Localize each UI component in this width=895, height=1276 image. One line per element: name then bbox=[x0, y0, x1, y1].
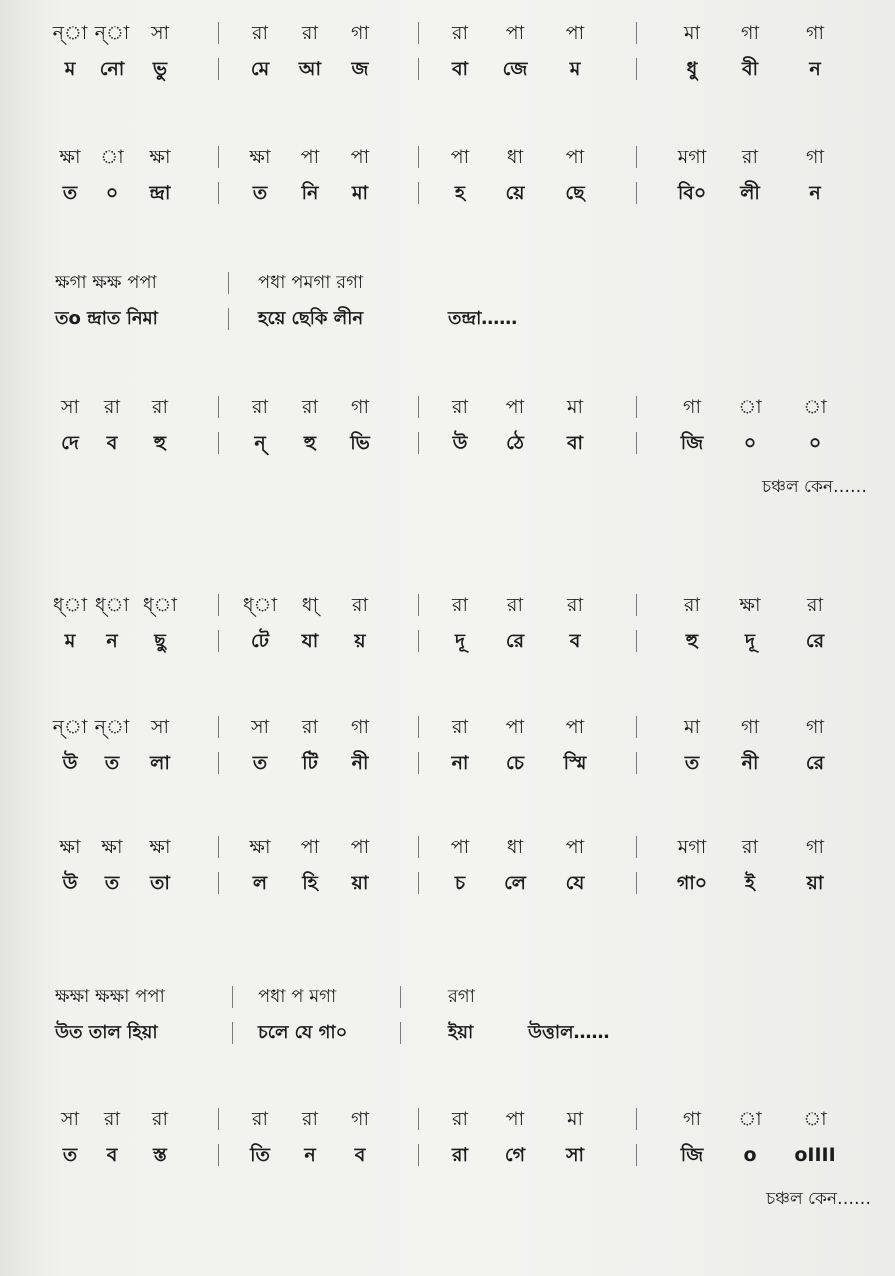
lyric-cell: রা bbox=[452, 1144, 468, 1166]
note-cell: মা bbox=[566, 396, 584, 418]
lyric-cell: জি bbox=[680, 432, 704, 454]
note-cell: ন্া bbox=[52, 22, 88, 44]
lyric-cell: ব bbox=[106, 432, 118, 454]
lyric-cell: ভু bbox=[152, 58, 168, 80]
lyric-cell: রে bbox=[805, 752, 825, 774]
lyric-cell: তা bbox=[150, 872, 170, 894]
bar-line bbox=[218, 752, 219, 774]
lyric-cell: য় bbox=[354, 630, 366, 652]
lyric-cell: লী bbox=[740, 182, 760, 204]
note-cell: পা bbox=[505, 396, 525, 418]
note-cell: া bbox=[803, 396, 827, 418]
note-cell: ধ্া bbox=[53, 594, 87, 616]
lyric-cell: ন bbox=[304, 1144, 316, 1166]
bar-line bbox=[636, 22, 637, 44]
bar-line bbox=[418, 58, 419, 80]
lyric-cell: ছে bbox=[565, 182, 585, 204]
note-cell: রা bbox=[252, 1108, 268, 1130]
phrase-lyrics: চলে যে গা০ bbox=[258, 1022, 348, 1043]
lyric-cell: মে bbox=[250, 58, 270, 80]
bar-line bbox=[636, 1144, 637, 1166]
note-cell: রা bbox=[567, 594, 583, 616]
note-cell: া bbox=[100, 146, 124, 168]
lyric-cell: ধু bbox=[686, 58, 698, 80]
lyric-cell: ভি bbox=[350, 432, 370, 454]
note-cell: গা bbox=[351, 1108, 369, 1130]
bar-line bbox=[218, 22, 219, 44]
bar-line bbox=[418, 22, 419, 44]
bar-line bbox=[218, 146, 219, 168]
note-line bbox=[0, 712, 895, 746]
phrase-note-line bbox=[0, 982, 895, 1016]
note-cell: সা bbox=[250, 716, 270, 738]
bar-line bbox=[400, 1022, 401, 1044]
lyric-cell: ন bbox=[106, 630, 118, 652]
note-cell: গা bbox=[806, 836, 824, 858]
lyric-cell: না bbox=[451, 752, 469, 774]
bar-line bbox=[636, 146, 637, 168]
bar-line bbox=[418, 146, 419, 168]
lyric-cell: ০ bbox=[808, 432, 822, 454]
note-cell: সা bbox=[60, 396, 80, 418]
phrase-notes: পধা পমগা রগা bbox=[258, 272, 364, 293]
note-cell: পা bbox=[350, 836, 370, 858]
lyric-cell: নি bbox=[301, 182, 319, 204]
note-cell: রা bbox=[684, 594, 700, 616]
note-cell: রা bbox=[104, 1108, 120, 1130]
note-line bbox=[0, 18, 895, 52]
note-cell: রা bbox=[452, 594, 468, 616]
note-cell: পা bbox=[565, 716, 585, 738]
lyric-cell: ব bbox=[106, 1144, 118, 1166]
lyric-cell: ম bbox=[64, 630, 76, 652]
note-cell: রা bbox=[252, 396, 268, 418]
lyric-cell: ০ bbox=[743, 432, 757, 454]
bar-line bbox=[636, 58, 637, 80]
bar-line bbox=[218, 1144, 219, 1166]
note-line bbox=[0, 1104, 895, 1138]
bar-line bbox=[418, 872, 419, 894]
refrain-text: চঞ্চল কেন…… bbox=[761, 477, 867, 497]
lyric-cell: টি bbox=[302, 752, 318, 774]
note-cell: ক্ষা bbox=[249, 836, 271, 858]
note-cell: রা bbox=[152, 1108, 168, 1130]
note-cell: গা bbox=[741, 716, 759, 738]
note-cell: ক্ষা bbox=[101, 836, 123, 858]
phrase-lyrics: ইয়া bbox=[448, 1022, 474, 1043]
note-cell: ক্ষা bbox=[59, 836, 81, 858]
lyric-cell: য়া bbox=[351, 872, 369, 894]
bar-line bbox=[400, 986, 401, 1008]
lyric-cell: বা bbox=[451, 58, 469, 80]
note-cell: রা bbox=[742, 146, 758, 168]
bar-line bbox=[418, 1108, 419, 1130]
note-cell: পা bbox=[300, 836, 320, 858]
note-cell: া bbox=[738, 1108, 762, 1130]
lyric-cell: নী bbox=[741, 752, 759, 774]
lyric-cell: ম bbox=[64, 58, 76, 80]
lyric-cell: ব bbox=[569, 630, 581, 652]
note-cell: রা bbox=[507, 594, 523, 616]
bar-line bbox=[218, 1108, 219, 1130]
bar-line bbox=[636, 752, 637, 774]
lyric-cell: মা bbox=[351, 182, 369, 204]
lyric-line bbox=[0, 178, 895, 212]
phrase-lyrics: উত্তাল…… bbox=[528, 1022, 610, 1043]
lyric-cell: ত bbox=[62, 182, 78, 204]
lyric-cell: বা bbox=[566, 432, 584, 454]
note-cell: গা bbox=[683, 1108, 701, 1130]
lyric-cell: লা bbox=[150, 752, 170, 774]
bar-line bbox=[636, 716, 637, 738]
note-cell: মা bbox=[566, 1108, 584, 1130]
bar-line bbox=[636, 630, 637, 652]
note-cell: রা bbox=[302, 716, 318, 738]
note-cell: গা bbox=[806, 22, 824, 44]
note-cell: রা bbox=[302, 1108, 318, 1130]
note-cell: রা bbox=[252, 22, 268, 44]
lyric-cell: রে bbox=[505, 630, 525, 652]
lyric-cell: রে bbox=[805, 630, 825, 652]
phrase-lyric-line bbox=[0, 304, 895, 338]
note-cell: পা bbox=[505, 22, 525, 44]
note-cell: ধা bbox=[506, 146, 524, 168]
lyric-cell: টে bbox=[250, 630, 270, 652]
phrase-lyrics: তন্দ্রা…… bbox=[448, 308, 518, 329]
note-line bbox=[0, 142, 895, 176]
note-cell: রা bbox=[302, 22, 318, 44]
note-cell: রা bbox=[807, 594, 823, 616]
lyric-cell: ত bbox=[104, 752, 120, 774]
lyric-line bbox=[0, 428, 895, 462]
lyric-cell: জি bbox=[680, 1144, 704, 1166]
lyric-cell: হি bbox=[302, 872, 318, 894]
bar-line bbox=[218, 182, 219, 204]
note-cell: ন্া bbox=[94, 716, 130, 738]
lyric-cell: গে bbox=[504, 1144, 526, 1166]
lyric-cell: ন্দ্রা bbox=[149, 182, 171, 204]
note-line bbox=[0, 590, 895, 624]
note-cell: ধ্া bbox=[143, 594, 177, 616]
bar-line bbox=[418, 1144, 419, 1166]
bar-line bbox=[418, 396, 419, 418]
bar-line bbox=[418, 752, 419, 774]
note-cell: ধা্ bbox=[301, 594, 319, 616]
note-cell: ক্ষা bbox=[739, 594, 761, 616]
bar-line bbox=[218, 432, 219, 454]
note-cell: মা bbox=[683, 716, 701, 738]
note-cell: পা bbox=[300, 146, 320, 168]
phrase-lyrics: তo ন্দ্রাত নিমা bbox=[55, 308, 158, 329]
bar-line bbox=[418, 432, 419, 454]
lyric-cell: জে bbox=[502, 58, 528, 80]
note-cell: ন্া bbox=[94, 22, 130, 44]
lyric-cell: দে bbox=[61, 432, 79, 454]
lyric-cell: oIIII bbox=[794, 1144, 836, 1166]
bar-line bbox=[218, 396, 219, 418]
lyric-cell: ত bbox=[252, 182, 268, 204]
bar-line bbox=[218, 58, 219, 80]
lyric-cell: ০ bbox=[105, 182, 119, 204]
note-cell: রা bbox=[452, 1108, 468, 1130]
lyric-cell: স্ত bbox=[153, 1144, 167, 1166]
note-cell: গা bbox=[806, 716, 824, 738]
lyric-cell: স্মি bbox=[563, 752, 587, 774]
phrase-notes: ক্ষক্ষা ক্ষক্ষা পপা bbox=[55, 986, 165, 1007]
bar-line bbox=[418, 716, 419, 738]
bar-line bbox=[418, 594, 419, 616]
lyric-cell: চ bbox=[454, 872, 466, 894]
bar-line bbox=[218, 716, 219, 738]
note-cell: মগা bbox=[677, 836, 707, 858]
phrase-lyrics: উত তাল হিয়া bbox=[55, 1022, 158, 1043]
lyric-line bbox=[0, 626, 895, 660]
bar-line bbox=[636, 1108, 637, 1130]
lyric-cell: ত bbox=[684, 752, 700, 774]
note-cell: পা bbox=[450, 836, 470, 858]
note-cell: মগা bbox=[677, 146, 707, 168]
phrase-notes: ক্ষগা ক্ষক্ষ পপা bbox=[55, 272, 157, 293]
note-cell: ধ্া bbox=[243, 594, 277, 616]
note-cell: ক্ষা bbox=[149, 836, 171, 858]
note-line bbox=[0, 832, 895, 866]
lyric-cell: উ bbox=[62, 872, 78, 894]
lyric-line bbox=[0, 1140, 895, 1174]
note-cell: ক্ষা bbox=[59, 146, 81, 168]
lyric-cell: ল bbox=[252, 872, 268, 894]
lyric-cell: ঠে bbox=[506, 432, 524, 454]
bar-line bbox=[218, 836, 219, 858]
lyric-line bbox=[0, 54, 895, 88]
note-cell: রা bbox=[302, 396, 318, 418]
lyric-cell: দূ bbox=[455, 630, 465, 652]
bar-line bbox=[636, 836, 637, 858]
note-cell: রা bbox=[104, 396, 120, 418]
refrain-text: চঞ্চল কেন…… bbox=[765, 1189, 871, 1209]
note-cell: া bbox=[803, 1108, 827, 1130]
phrase-lyrics: হয়ে ছেকি লীন bbox=[258, 308, 364, 329]
lyric-cell: ত bbox=[104, 872, 120, 894]
note-cell: সা bbox=[150, 22, 170, 44]
lyric-cell: হু bbox=[685, 630, 699, 652]
bar-line bbox=[228, 308, 229, 330]
phrase-notes: রগা bbox=[448, 986, 475, 1007]
lyric-cell: হু bbox=[303, 432, 317, 454]
bar-line bbox=[418, 630, 419, 652]
bar-line bbox=[232, 1022, 233, 1044]
lyric-cell: ই bbox=[745, 872, 755, 894]
note-cell: রা bbox=[452, 22, 468, 44]
note-cell: রা bbox=[152, 396, 168, 418]
lyric-cell: তি bbox=[250, 1144, 270, 1166]
note-cell: গা bbox=[351, 22, 369, 44]
note-line bbox=[0, 392, 895, 426]
note-cell: া bbox=[738, 396, 762, 418]
note-cell: পা bbox=[505, 716, 525, 738]
note-cell: গা bbox=[351, 396, 369, 418]
lyric-cell: হু bbox=[153, 432, 167, 454]
lyric-cell: নো bbox=[99, 58, 125, 80]
bar-line bbox=[418, 182, 419, 204]
bar-line bbox=[218, 630, 219, 652]
bar-line bbox=[228, 272, 229, 294]
lyric-cell: বি০ bbox=[677, 182, 707, 204]
lyric-cell: ন bbox=[809, 58, 821, 80]
note-cell: পা bbox=[565, 22, 585, 44]
lyric-cell: য়া bbox=[806, 872, 824, 894]
lyric-cell: উ bbox=[62, 752, 78, 774]
note-cell: পা bbox=[450, 146, 470, 168]
note-cell: ধ্া bbox=[95, 594, 129, 616]
bar-line bbox=[218, 594, 219, 616]
lyric-cell: ত bbox=[252, 752, 268, 774]
lyric-cell: যে bbox=[565, 872, 585, 894]
lyric-cell: হ bbox=[455, 182, 465, 204]
note-cell: ধা bbox=[506, 836, 524, 858]
lyric-cell: দূ bbox=[745, 630, 755, 652]
bar-line bbox=[636, 594, 637, 616]
lyric-line bbox=[0, 748, 895, 782]
note-cell: মা bbox=[683, 22, 701, 44]
note-cell: রা bbox=[742, 836, 758, 858]
note-cell: সা bbox=[150, 716, 170, 738]
bar-line bbox=[636, 396, 637, 418]
note-cell: রা bbox=[452, 716, 468, 738]
note-cell: গা bbox=[806, 146, 824, 168]
note-cell: গা bbox=[683, 396, 701, 418]
lyric-cell: যা bbox=[301, 630, 319, 652]
note-cell: রা bbox=[352, 594, 368, 616]
phrase-notes: পধা প মগা bbox=[258, 986, 337, 1007]
note-cell: সা bbox=[60, 1108, 80, 1130]
lyric-cell: o bbox=[743, 1144, 757, 1166]
lyric-cell: আ bbox=[298, 58, 322, 80]
note-cell: গা bbox=[351, 716, 369, 738]
lyric-cell: য়ে bbox=[505, 182, 525, 204]
lyric-cell: উ bbox=[452, 432, 468, 454]
phrase-lyric-line bbox=[0, 1018, 895, 1052]
lyric-cell: লে bbox=[504, 872, 526, 894]
note-cell: পা bbox=[565, 836, 585, 858]
bar-line bbox=[636, 182, 637, 204]
lyric-cell: বী bbox=[741, 58, 759, 80]
note-cell: রা bbox=[452, 396, 468, 418]
lyric-cell: সা bbox=[565, 1144, 585, 1166]
phrase-note-line bbox=[0, 268, 895, 302]
note-cell: পা bbox=[350, 146, 370, 168]
lyric-cell: জ bbox=[351, 58, 369, 80]
lyric-cell: নী bbox=[351, 752, 369, 774]
note-cell: ন্া bbox=[52, 716, 88, 738]
note-cell: পা bbox=[565, 146, 585, 168]
lyric-cell: গা০ bbox=[676, 872, 708, 894]
lyric-cell: ছু bbox=[154, 630, 166, 652]
bar-line bbox=[418, 836, 419, 858]
bar-line bbox=[232, 986, 233, 1008]
lyric-line bbox=[0, 868, 895, 902]
lyric-cell: ম bbox=[569, 58, 581, 80]
bar-line bbox=[218, 872, 219, 894]
note-cell: পা bbox=[505, 1108, 525, 1130]
lyric-cell: ব bbox=[354, 1144, 366, 1166]
lyric-cell: ন bbox=[809, 182, 821, 204]
note-cell: ক্ষা bbox=[249, 146, 271, 168]
lyric-cell: ত bbox=[62, 1144, 78, 1166]
note-cell: ক্ষা bbox=[149, 146, 171, 168]
lyric-cell: ন্ bbox=[254, 432, 266, 454]
bar-line bbox=[636, 872, 637, 894]
lyric-cell: চে bbox=[506, 752, 524, 774]
bar-line bbox=[636, 432, 637, 454]
note-cell: গা bbox=[741, 22, 759, 44]
